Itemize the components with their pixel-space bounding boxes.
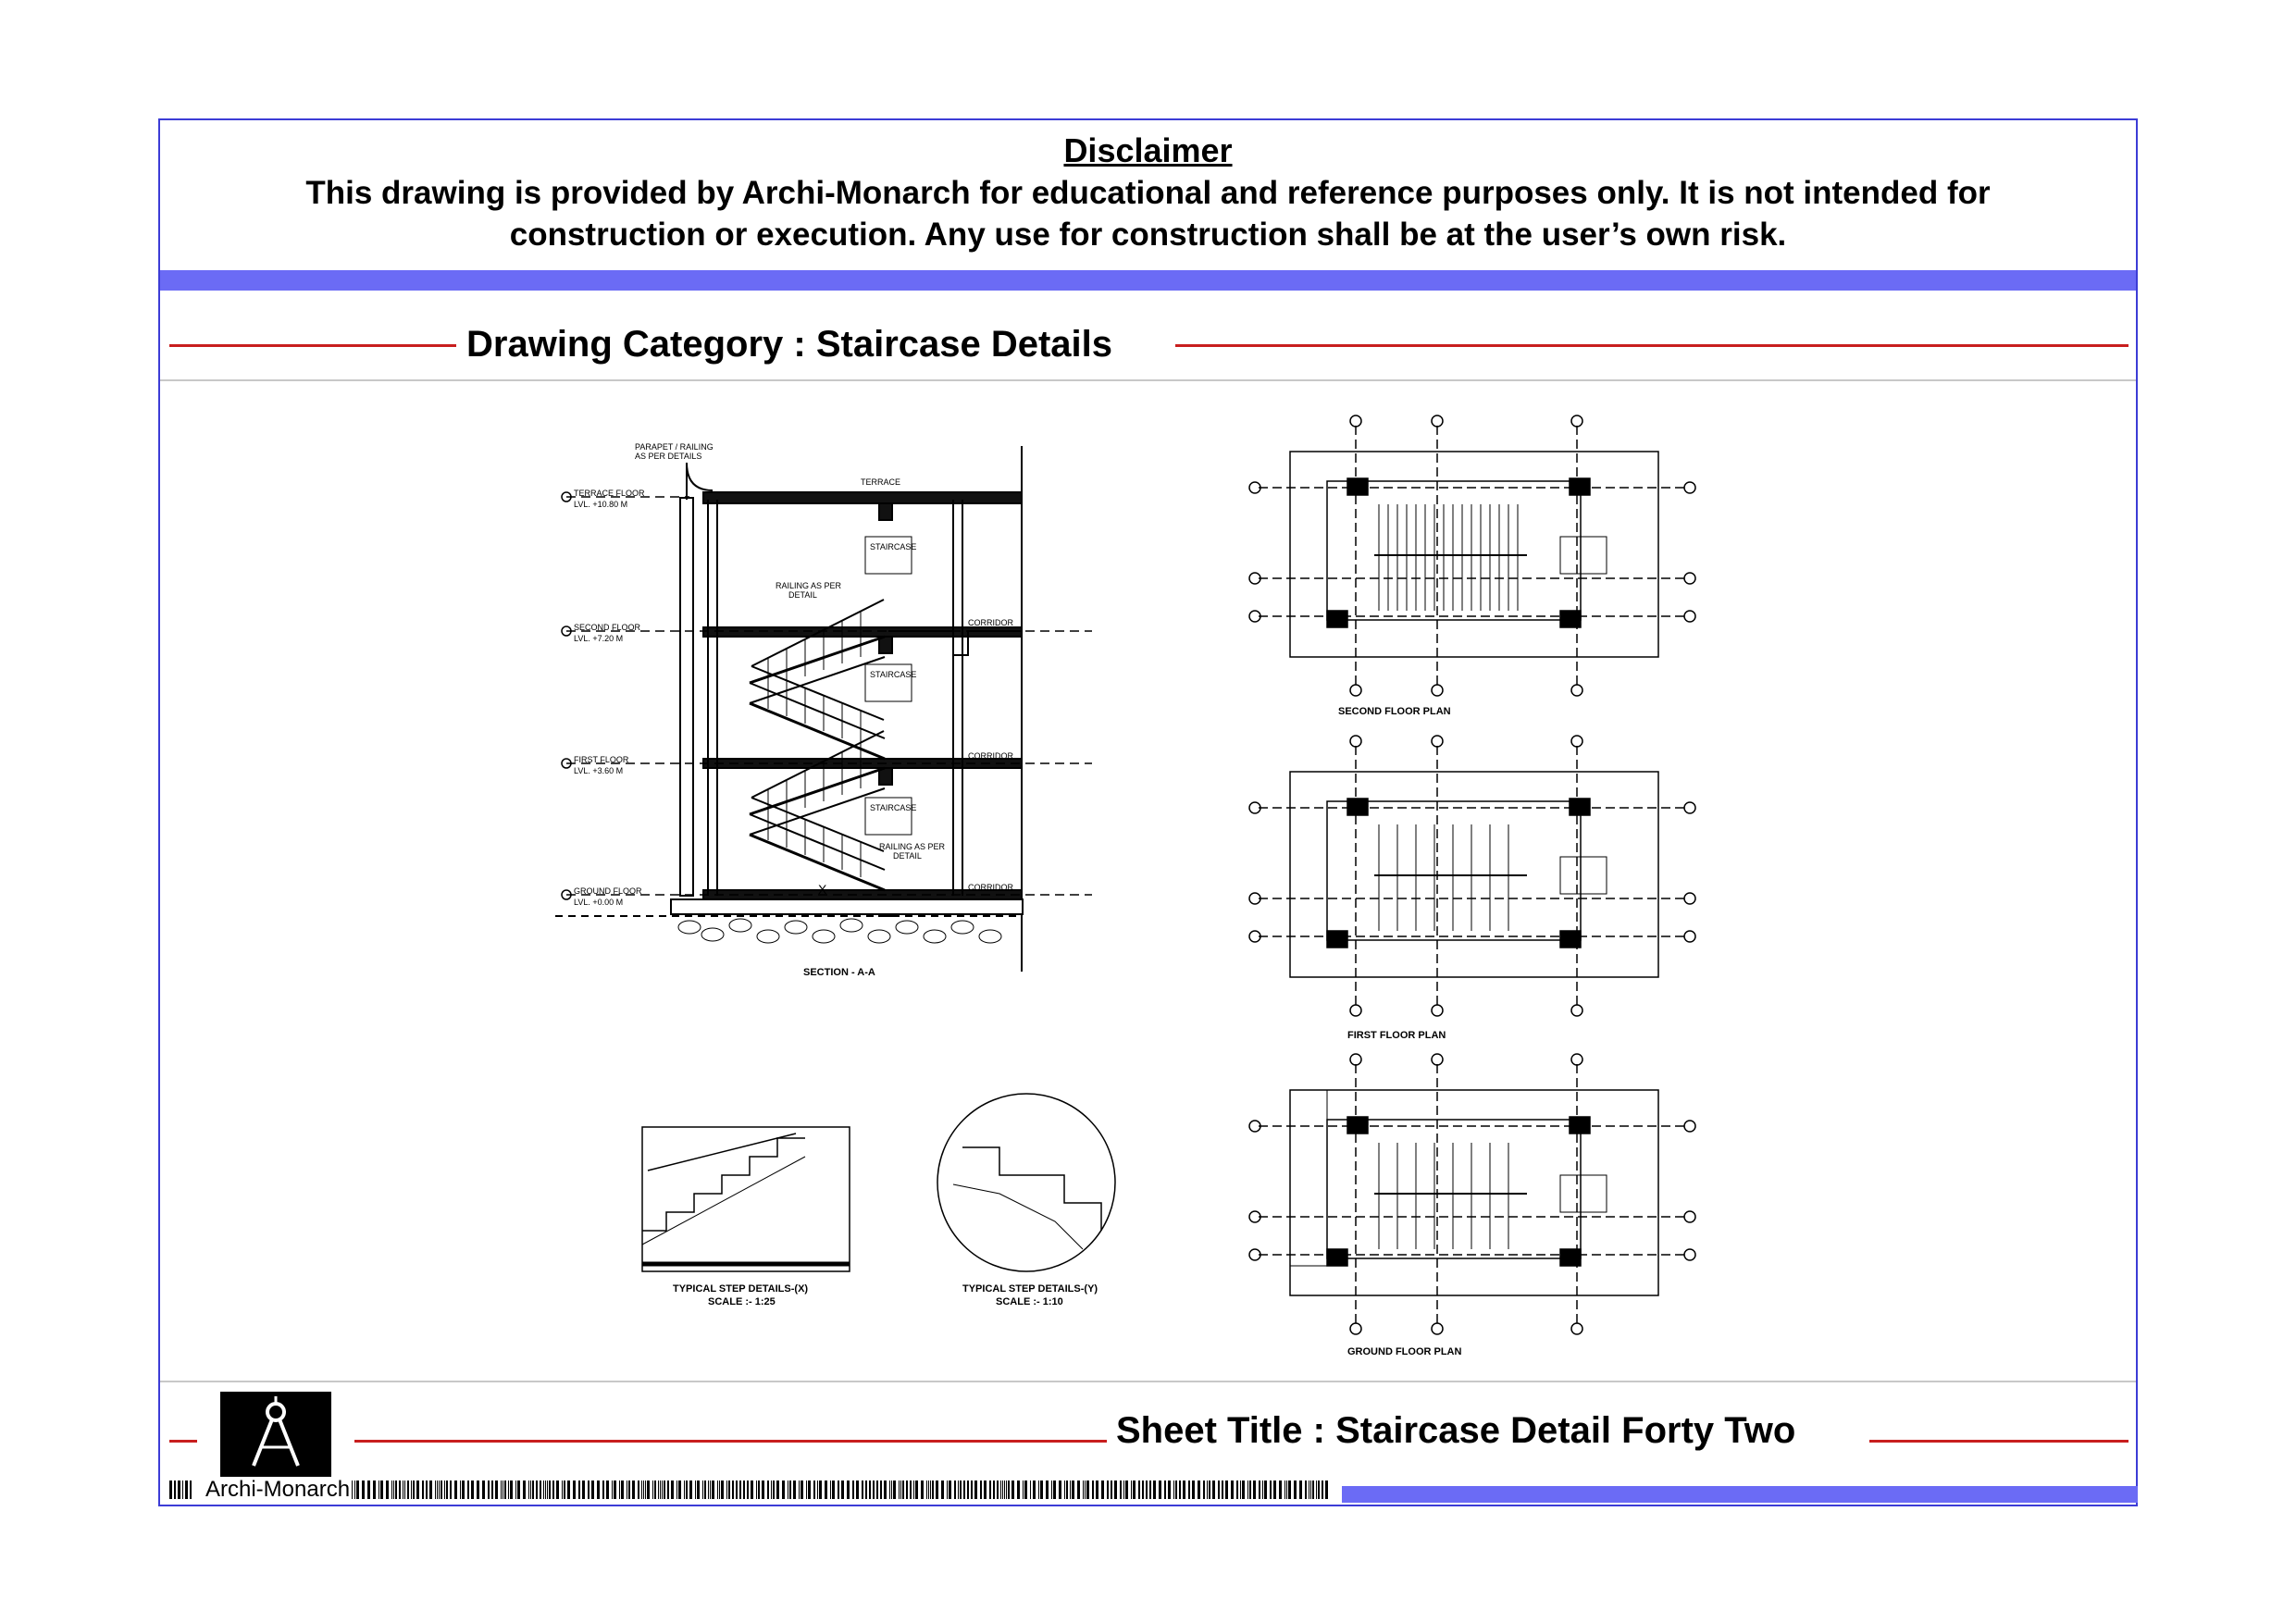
second-floor-plan — [1249, 415, 1695, 696]
svg-text:LVL. +0.00 M: LVL. +0.00 M — [574, 898, 624, 907]
svg-text:RAILING AS PER: RAILING AS PER — [776, 581, 842, 590]
svg-text:CORRIDOR: CORRIDOR — [968, 883, 1013, 892]
svg-text:LVL. +3.60 M: LVL. +3.60 M — [574, 766, 624, 775]
detail-x-scale: SCALE :- 1:25 — [708, 1296, 776, 1307]
brand-name: Archi-Monarch — [205, 1477, 351, 1502]
footer-rule-short — [169, 1440, 197, 1443]
svg-text:LVL. +10.80 M: LVL. +10.80 M — [574, 500, 628, 509]
compass-icon — [220, 1392, 331, 1482]
svg-text:FIRST FLOOR: FIRST FLOOR — [574, 755, 629, 764]
svg-text:TERRACE: TERRACE — [861, 477, 901, 487]
section-title: SECTION - A-A — [803, 967, 875, 978]
first-floor-plan — [1249, 736, 1695, 1016]
svg-text:STAIRCASE: STAIRCASE — [870, 670, 917, 679]
sheet-title: Sheet Title : Staircase Detail Forty Two — [1116, 1410, 1796, 1451]
level-label-terrace: TERRACE FLOOR — [574, 489, 645, 498]
svg-text:STAIRCASE: STAIRCASE — [870, 542, 917, 551]
svg-text:DETAIL: DETAIL — [788, 590, 817, 600]
svg-text:STAIRCASE: STAIRCASE — [870, 803, 917, 812]
plan-title-ground: GROUND FLOOR PLAN — [1347, 1346, 1462, 1357]
footer-rule-right — [1869, 1440, 2128, 1443]
svg-text:CORRIDOR: CORRIDOR — [968, 618, 1013, 627]
svg-text:SECOND FLOOR: SECOND FLOOR — [574, 623, 641, 632]
drawing-category: Drawing Category : Staircase Details — [466, 324, 1113, 365]
ground-floor-plan — [1249, 1054, 1695, 1334]
svg-text:CORRIDOR: CORRIDOR — [968, 751, 1013, 761]
svg-text:AS PER DETAILS: AS PER DETAILS — [635, 452, 702, 461]
svg-text:X: X — [818, 882, 827, 897]
archi-monarch-logo — [220, 1392, 331, 1482]
step-detail-y — [937, 1094, 1115, 1271]
svg-text:LVL. +7.20 M: LVL. +7.20 M — [574, 634, 624, 643]
svg-text:GROUND FLOOR: GROUND FLOOR — [574, 886, 642, 896]
detail-y-title: TYPICAL STEP DETAILS-(Y) — [962, 1283, 1098, 1295]
floor-plans — [1249, 415, 1695, 1334]
disclaimer-line-2: construction or execution. Any use for construction shall be at the user’s own risk. — [509, 217, 1787, 253]
svg-text:DETAIL: DETAIL — [893, 851, 922, 861]
detail-y-scale: SCALE :- 1:10 — [996, 1296, 1063, 1307]
plan-title-second: SECOND FLOOR PLAN — [1338, 706, 1451, 717]
detail-x-title: TYPICAL STEP DETAILS-(X) — [673, 1283, 809, 1295]
disclaimer-title: Disclaimer — [1063, 131, 1233, 169]
plan-title-first: FIRST FLOOR PLAN — [1347, 1030, 1446, 1041]
detail-labels — [673, 1283, 1098, 1307]
svg-text:PARAPET / RAILING: PARAPET / RAILING — [635, 442, 714, 452]
disclaimer-line-1: This drawing is provided by Archi-Monarch for educational and reference purposes only. It is not intended for — [305, 175, 1991, 211]
footer-rule-mid — [354, 1440, 1107, 1443]
footer-band — [1342, 1486, 2138, 1503]
step-detail-x — [642, 1127, 850, 1271]
svg-text:RAILING AS PER: RAILING AS PER — [879, 842, 946, 851]
